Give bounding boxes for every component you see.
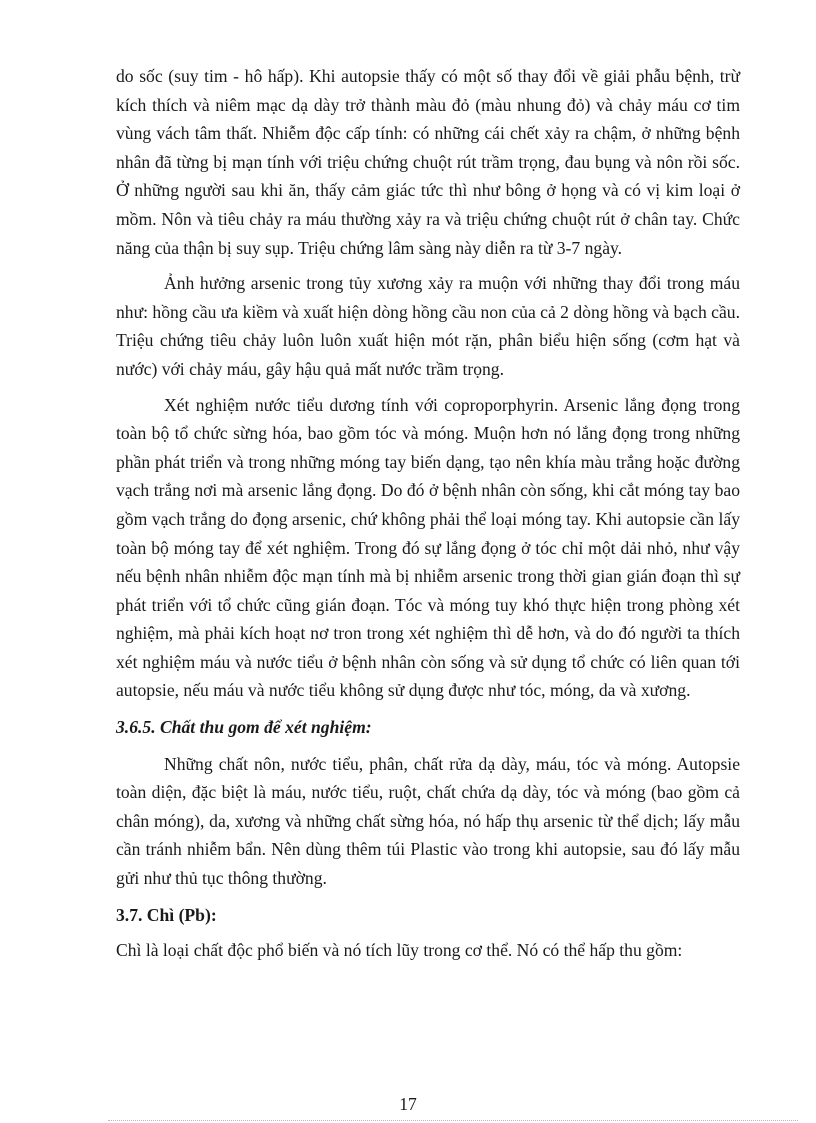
page-number: 17: [399, 1094, 417, 1114]
paragraph-lead-intro: Chì là loại chất độc phổ biến và nó tích lũy trong cơ thể. Nó có thể hấp thu gồm:: [116, 940, 683, 961]
paragraph-acute-poisoning: do sốc (suy tim - hô hấp). Khi autopsie thấy có một số thay đổi về giải phẫu bệnh, trừ kích thích và niêm mạc dạ dày trở thành màu đỏ (màu nhung đỏ) và chảy máu cơ tim vùng vách tâm thất. Nhiễm độc cấp tính: có những cái chết xảy ra chậm, ở những bệnh nhân đã từng bị mạn tính với triệu chứng chuột rút trầm trọng, đau bụng và nôn rồi sốc. Ở những người sau khi ăn, thấy cảm giác tức thì như bông ở họng và có vị kim loại ở mồm. Nôn và tiêu chảy ra máu thường xảy ra và triệu chứng chuột rút ở chân tay. Chức năng của thận bị suy sụp. Triệu chứng lâm sàng này diễn ra từ 3-7 ngày.: [116, 66, 740, 258]
footer-divider: [108, 1120, 798, 1121]
paragraph-bone-marrow-effects: Ảnh hưởng arsenic trong tủy xương xảy ra muộn với những thay đổi trong máu như: hồng cầu ưa kiềm và xuất hiện dòng hồng cầu non của cả 2 dòng hồng và bạch cầu. Triệu chứng tiêu chảy luôn luôn xuất hiện mót rặn, phân biểu hiện sống (cơm hạt và nước) với chảy máu, gây hậu quả mất nước trầm trọng.: [116, 273, 740, 379]
document-page: [116, 62, 740, 965]
section-heading-3-6-5: 3.6.5. Chất thu gom để xét nghiệm:: [116, 717, 372, 738]
paragraph-sample-collection: Những chất nôn, nước tiểu, phân, chất rửa dạ dày, máu, tóc và móng. Autopsie toàn diện, đặc biệt là máu, nước tiểu, ruột, chất chứa dạ dày, tóc và móng (bao gồm cả chân móng), da, xương và những chất sừng hóa, nó hấp thụ arsenic từ thể dịch; lấy mẫu cần tránh nhiễm bẩn. Nên dùng thêm túi Plastic vào trong khi autopsie, sau đó lấy mẫu gửi như thủ tục thông thường.: [116, 753, 740, 889]
paragraph-urine-test: Xét nghiệm nước tiểu dương tính với coproporphyrin. Arsenic lắng đọng trong toàn bộ tổ chức sừng hóa, bao gồm tóc và móng. Muộn hơn nó lắng đọng trong những phần phát triển và trong những móng tay biến dạng, tạo nên khía màu trắng hoặc đường vạch trắng nơi mà arsenic lắng đọng. Do đó ở bệnh nhân còn sống, khi cắt móng tay bao gồm vạch trắng do đọng arsenic, chứ không phải thể loại móng tay. Khi autopsie cần lấy toàn bộ móng tay để xét nghiệm. Trong đó sự lắng đọng ở tóc chỉ một dải nhỏ, như vậy nếu bệnh nhân nhiễm độc mạn tính mà bị nhiễm arsenic trong thời gian gián đoạn thì sự phát triển với tổ chức cũng gián đoạn. Tóc và móng tuy khó thực hiện trong phòng xét nghiệm, mà phải kích hoạt nơ tron trong xét nghiệm thì dễ hơn, và do đó người ta thích xét nghiệm máu và nước tiểu ở bệnh nhân còn sống và sử dụng tổ chức có liên quan tới autopsie, nếu máu và nước tiểu không sử dụng được như tóc, móng, da và xương.: [116, 394, 740, 701]
section-heading-3-7: 3.7. Chì (Pb):: [116, 904, 217, 925]
